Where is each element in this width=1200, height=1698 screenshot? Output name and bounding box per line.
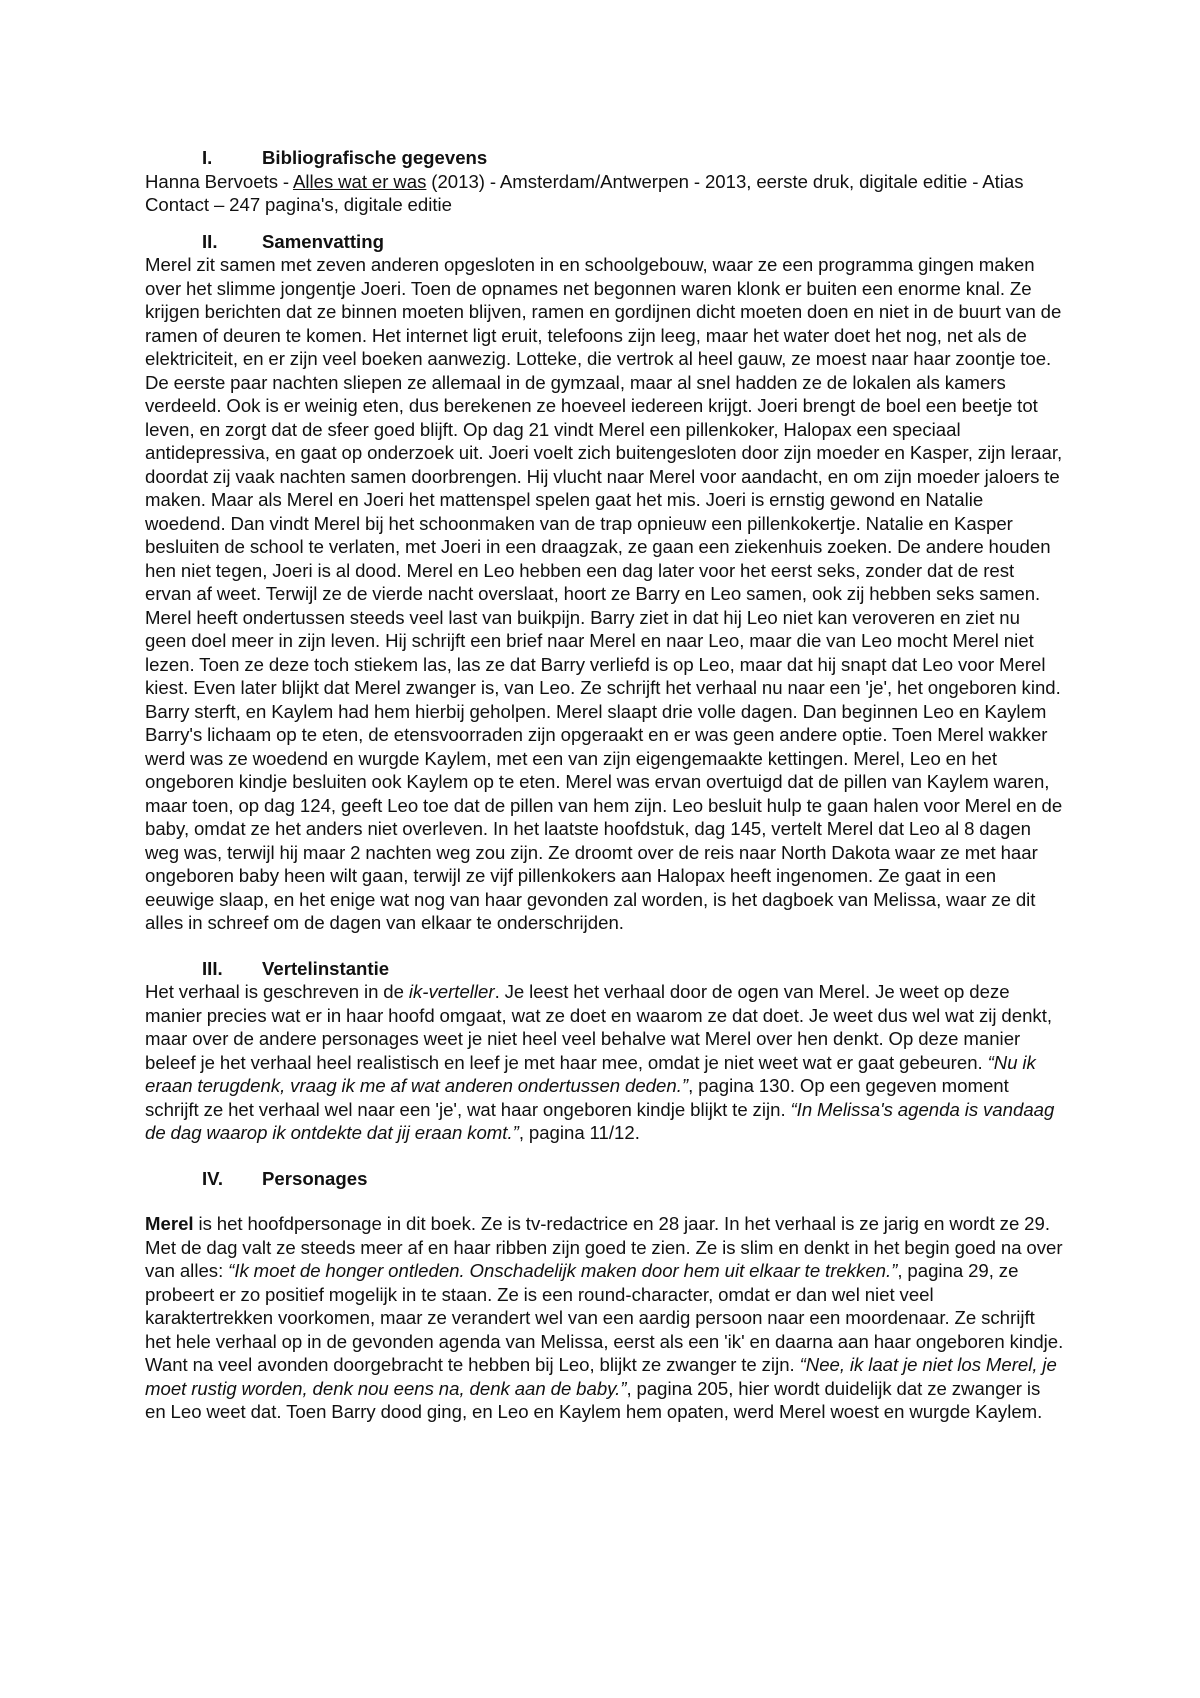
section-title: Personages (262, 1167, 368, 1189)
quote: “Nee, ik laat je niet los Merel, je moet rustig worden, denk nou eens na, denk aan de baby.” (145, 1354, 1057, 1399)
section-heading-vertelinstantie (145, 957, 1065, 981)
narrator-paragraph (145, 980, 1065, 1145)
section-title: Vertelinstantie (262, 957, 390, 979)
quote: “In Melissa's agenda is vandaag de dag waarop ik ontdekte dat jij eraan komt.” (145, 1098, 1055, 1143)
italic-term: ik-verteller (408, 981, 495, 1002)
text: . Je leest het verhaal door de ogen van Merel. Je weet op deze manier precies wat er in haar hoofd omgaat, wat ze doet en waarom ze dat doet. Je weet dus wel wat zij denkt, maar over de andere personages weet je niet heel veel behalve wat Merel over hen denkt. Op deze manier beleef je het verhaal heel realistisch en leef je met haar mee, omdat je niet weet wat er gaat gebeuren. (145, 981, 1053, 1073)
section-number: II. (202, 230, 218, 252)
section-title: Samenvatting (262, 230, 384, 252)
section-number: IV. (202, 1167, 224, 1189)
section-number: I. (202, 147, 213, 168)
section-number: III. (202, 957, 223, 979)
bibliography-details: (2013) - Amsterdam/Antwerpen - 2013, eerste druk, digitale editie - Atias Contact – 247 pagina's, digitale editie (145, 170, 1024, 215)
section-title: Bibliografische gegevens (262, 147, 488, 168)
book-title: Alles wat er was (292, 170, 427, 192)
document-page (145, 146, 1065, 1424)
text: , pagina 130. Op een gegeven moment schrijft ze het verhaal wel naar een 'je', wat haar ongeboren kindje blijkt te zijn. (145, 1075, 1009, 1120)
author-name: Hanna Bervoets (145, 170, 279, 192)
section-heading-samenvatting (145, 230, 1065, 254)
summary-paragraph: Merel zit samen met zeven anderen opgesloten in en schoolgebouw, waar ze een programma gingen maken over het slimme jongentje Joeri. Toen de opnames net begonnen waren klonk er buiten een enorme knal. Ze krijgen berichten dat ze binnen moeten blijven, ramen en gordijnen dicht moeten doen en niet in de buurt van de ramen of deuren te komen. Het internet ligt eruit, telefoons zijn leeg, maar het water doet het nog, net als de elektriciteit, en er zijn veel boeken aanwezig. Lotteke, die vertrok al heel gauw, ze moest naar haar zoontje toe. De eerste paar nachten sliepen ze allemaal in de gymzaal, maar al snel hadden ze de lokalen als kamers verdeeld. Ook is er weinig eten, dus berekenen ze hoeveel iedereen krijgt. Joeri brengt de boel een beetje tot leven, en zorgt dat de sfeer goed blijft. Op dag 21 vindt Merel een pillenkoker, Halopax een speciaal antidepressiva, en gaat op onderzoek uit. Joeri voelt zich buitengesloten door zijn moeder en Kasper, zijn leraar, doordat zij vaak nachten samen doorbrengen. Hij vlucht naar Merel voor aandacht, en om zijn moeder jaloers te maken. Maar als Merel en Joeri het mattenspel spelen gaat het mis. Joeri is ernstig gewond en Natalie woedend. Dan vindt Merel bij het schoonmaken van de trap opnieuw een pillenkokertje. Natalie en Kasper besluiten de school te verlaten, met Joeri in een draagzak, ze gaan een ziekenhuis zoeken. De andere houden hen niet tegen, Joeri is al dood. Merel en Leo hebben een dag later voor het eerst seks, zonder dat de rest ervan af weet. Terwijl ze de vierde nacht overslaat, hoort ze Barry en Leo samen, ook zij hebben seks samen. Merel heeft ondertussen steeds veel last van buikpijn. Barry ziet in dat hij Leo niet kan veroveren en ziet nu geen doel meer in zijn leven. Hij schrijft een brief naar Merel en naar Leo, maar die van Leo mocht Merel niet lezen. Toen ze deze toch stiekem las, las ze dat Barry verliefd is op Leo, maar dat hij snapt dat Leo voor Merel kiest. Even later blijkt dat Merel zwanger is, van Leo. Ze schrijft het verhaal nu naar een 'je', het ongeboren kind. Barry sterft, en Kaylem had hem hierbij geholpen. Merel slaapt drie volle dagen. Dan beginnen Leo en Kaylem Barry's lichaam op te eten, de etensvoorraden zijn opgeraakt en er was geen andere optie. Toen Merel wakker werd was ze woedend en wurgde Kaylem, met een van zijn eigengemaakte kettingen. Merel, Leo en het ongeboren kindje besluiten ook Kaylem op te eten. Merel was ervan overtuigd dat de pillen van Kaylem waren, maar toen, op dag 124, geeft Leo toe dat de pillen van hem zijn. Leo besluit hulp te gaan halen voor Merel en de baby, omdat ze het anders niet overleven. In het laatste hoofdstuk, dag 145, vertelt Merel dat Leo al 8 dagen weg was, terwijl hij maar 2 nachten weg zou zijn. Ze droomt over de reis naar North Dakota waar ze met haar ongeboren baby heen wilt gaan, terwijl ze vijf pillenkokers aan Halopax heeft ingenomen. Ze gaat in een eeuwige slaap, en het enige wat nog van haar gevonden zal worden, is het dagboek van Melissa, waar ze dit alles in schreef om de dagen van elkaar te onderschrijden. (145, 254, 1063, 933)
text: , pagina 11/12. (518, 1122, 640, 1143)
character-name: Merel (145, 1213, 194, 1234)
text: Het verhaal is geschreven in de (145, 981, 409, 1002)
text: , pagina 205, hier wordt duidelijk dat ze zwanger is en Leo weet dat. Toen Barry dood ging, en Leo en Kaylem hem opaten, werd Merel woest en wurgde Kaylem. (145, 1377, 1043, 1422)
section-heading-bibliografie (145, 146, 1065, 170)
quote: “Nu ik eraan terugdenk, vraag ik me af wat anderen ondertussen deden.” (145, 1051, 1036, 1096)
text: is het hoofdpersonage in dit boek. Ze is tv-redactrice en 28 jaar. In het verhaal is ze jarig en wordt ze 29. Met de dag valt ze steeds meer af en haar ribben zijn goed te zien. Ze is slim en denkt in het begin goed na over van alles: (145, 1213, 1063, 1281)
character-paragraph (145, 1212, 1065, 1424)
section-heading-personages (145, 1167, 1065, 1191)
text: , pagina 29, ze probeert er zo positief mogelijk in te staan. Ze is een round-character, omdat er dan wel niet veel karaktertrekken voorkomen, maar ze verandert wel van een aardig persoon naar een moordenaar. Ze schrijft het hele verhaal op in de gevonden agenda van Melissa, eerst als een 'ik' en daarna aan haar ongeboren kindje. Want na veel avonden doorgebracht te hebben bij Leo, blijkt ze zwanger te zijn. (145, 1260, 1064, 1375)
separator: - (278, 170, 293, 192)
bibliography-paragraph (145, 170, 1065, 217)
quote: “Ik moet de honger ontleden. Onschadelijk maken door hem uit elkaar te trekken.” (228, 1260, 898, 1281)
